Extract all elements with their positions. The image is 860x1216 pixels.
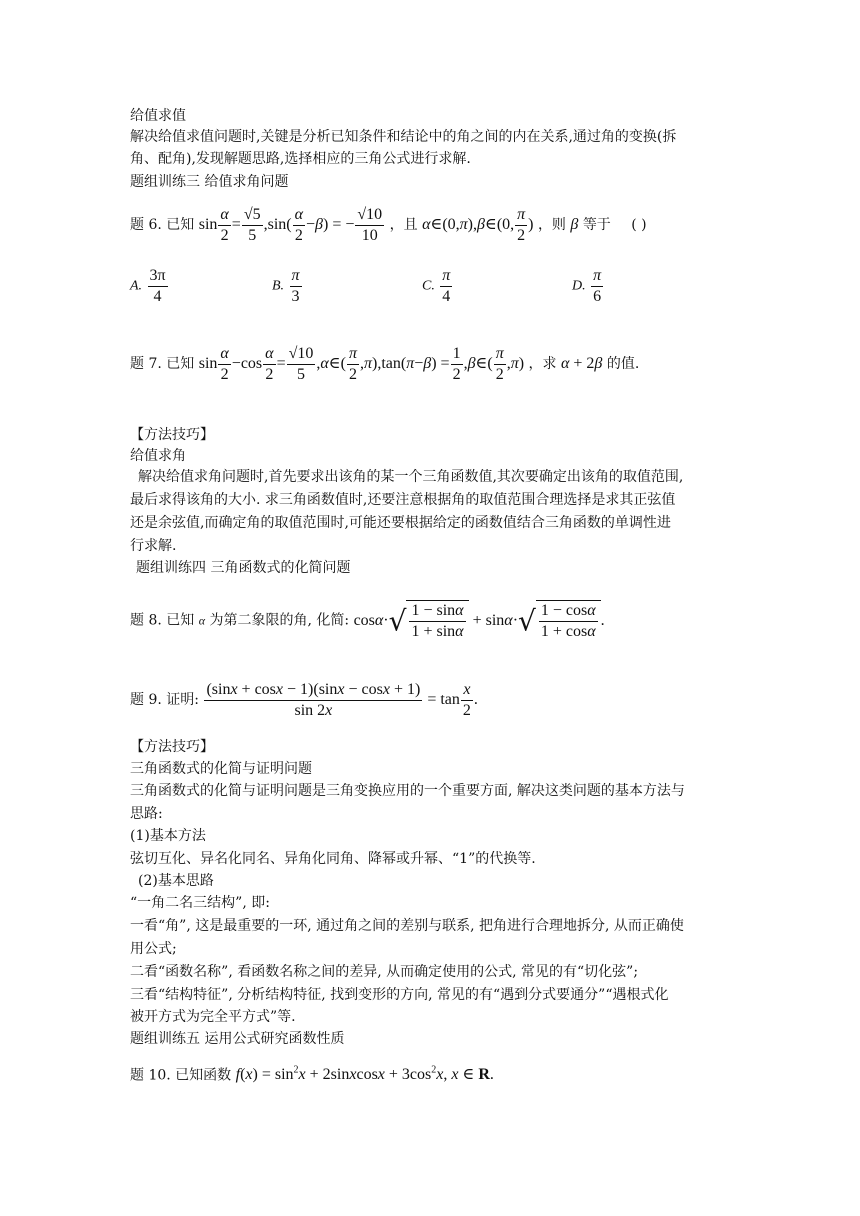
question-connector: 为第二象限的角, 化简: xyxy=(209,612,350,629)
question-prefix: 题 7. 已知 xyxy=(130,356,195,373)
question-7: 题 7. 已知 sin $\frac{\alpha}{2}$ −cos $\frac{\alpha}{2}$ = $\frac{√10}{5}$ ,α∈( $\frac{\pi}{2}$ ,π),tan(π−β) = $\frac{1}{2}$ ,β∈( $\frac{\pi}{2}$ ,π) ，求 α + 2β 的值. xyxy=(130,345,640,383)
formula: sin $\frac{\alpha}{2}$ = $\frac{√5}{5}$ ,sin( $\frac{\alpha}{2}$ −β) = − $\frac{√10}{10}$ xyxy=(198,206,383,244)
method-title: 【方法技巧】 xyxy=(130,739,214,755)
question-6: 题 6. 已知 sin $\frac{\alpha}{2}$ = $\frac{√5}{5}$ ,sin( $\frac{\alpha}{2}$ −β) = − $\frac{√10}{10}$ ，且 α∈(0,π),β∈(0, $\frac{\pi}{2}$ ) ，则 β 等于 ( ) xyxy=(130,206,647,244)
paragraph-line: “一角二名三结构”, 即: xyxy=(130,895,270,911)
question-connector: ，则 xyxy=(537,217,566,234)
formula: cosα·√ $\frac{1 - \sin\alpha}{1 + \sin\alpha}$ + sinα·√ $\frac{1 - \cos\alpha}{1 + \cos\alpha}$ . xyxy=(353,602,605,640)
formula: $f(x) = \sin^2x$ + 2sinxcosx + $3\cos^2x$, x ∈ R. xyxy=(235,1065,494,1084)
paragraph-line: 思路: xyxy=(130,806,163,822)
option-d: D. $\frac{\pi}{6}$ xyxy=(572,267,602,305)
method-title: 【方法技巧】 xyxy=(130,427,214,443)
group-heading: 题组训练四 三角函数式的化简问题 xyxy=(136,560,351,576)
paragraph-line: 一看“角”, 这是最重要的一环, 通过角之间的差别与联系, 把角进行合理地拆分, 从而正确使 xyxy=(130,918,684,934)
subheading: (2)基本思路 xyxy=(138,873,214,889)
option-c: C. $\frac{\pi}{4}$ xyxy=(422,267,451,305)
question-tail: 的值. xyxy=(606,356,640,373)
group-heading: 题组训练三 给值求角问题 xyxy=(130,174,289,190)
question-tail: 等于 xyxy=(582,217,611,234)
paragraph-line: 弦切互化、异名化同名、异角化同角、降幂或升幂、“1”的代换等. xyxy=(130,851,536,867)
paragraph-line: 解决给值求值问题时,关键是分析已知条件和结论中的角之间的内在关系,通过角的变换(拆 xyxy=(130,129,677,145)
paragraph-line: 三看“结构特征”, 分析结构特征, 找到变形的方向, 常见的有“遇到分式要通分”“遇根式化 xyxy=(130,987,669,1003)
question-8: 题 8. 已知 α 为第二象限的角, 化简: cosα·√ $\frac{1 - \sin\alpha}{1 + \sin\alpha}$ + sinα·√ $\frac{1 - \cos\alpha}{1 + \cos\alpha}$ . xyxy=(130,602,605,640)
method-heading: 三角函数式的化简与证明问题 xyxy=(130,761,312,777)
paragraph-line: 角、配角),发现解题思路,选择相应的三角公式进行求解. xyxy=(130,151,471,167)
paragraph-line: 二看“函数名称”, 看函数名称之间的差异, 从而确定使用的公式, 常见的有“切化弦”; xyxy=(130,964,639,980)
paragraph-line: 被开方式为完全平方式”等. xyxy=(130,1009,296,1025)
group-heading: 题组训练五 运用公式研究函数性质 xyxy=(130,1031,345,1047)
paragraph-line: 用公式; xyxy=(130,941,177,957)
option-a: A. $\frac{3\pi}{4}$ xyxy=(130,267,166,305)
question-9 xyxy=(130,680,478,721)
formula: $\frac{(\sin x + \cos x - 1)(\sin x - \cos x + 1)}{\sin 2x}$ = tan $\frac{x}{2}$ . xyxy=(206,681,478,719)
question-prefix: 题 10. 已知函数 xyxy=(130,1067,232,1084)
paragraph-line: 行求解. xyxy=(130,538,177,554)
option-b: B. $\frac{\pi}{3}$ xyxy=(272,267,300,305)
question-prefix: 题 9. 证明: xyxy=(130,692,199,709)
answer-paren: ( ) xyxy=(631,217,647,234)
question-prefix: 题 8. 已知 xyxy=(130,612,195,629)
question-connector: ，且 xyxy=(389,217,418,234)
formula: α∈(0,π),β∈(0, $\frac{\pi}{2}$ ) xyxy=(422,206,534,244)
paragraph-line: 解决给值求角问题时,首先要求出该角的某一个三角函数值,其次要确定出该角的取值范围, xyxy=(138,469,684,485)
paragraph-line: 三角函数式的化简与证明问题是三角变换应用的一个重要方面, 解决这类问题的基本方法与 xyxy=(130,783,685,799)
question-10 xyxy=(130,1062,494,1084)
paragraph-line: 最后求得该角的大小. 求三角函数值时,还要注意根据角的取值范围合理选择是求其正弦值 xyxy=(130,492,676,508)
method-heading: 给值求角 xyxy=(130,448,186,464)
question-connector: ，求 xyxy=(528,356,557,373)
formula: sin $\frac{\alpha}{2}$ −cos $\frac{\alpha}{2}$ = $\frac{√10}{5}$ ,α∈( $\frac{\pi}{2}$ ,π),tan(π−β) = $\frac{1}{2}$ ,β∈( $\frac{\pi}{2}$ ,π) xyxy=(198,345,525,383)
question-prefix: 题 6. 已知 xyxy=(130,217,195,234)
subheading: (1)基本方法 xyxy=(130,828,206,844)
section-heading: 给值求值 xyxy=(130,108,186,124)
paragraph-line: 还是余弦值,而确定角的取值范围时,可能还要根据给定的函数值结合三角函数的单调性进 xyxy=(130,515,671,531)
